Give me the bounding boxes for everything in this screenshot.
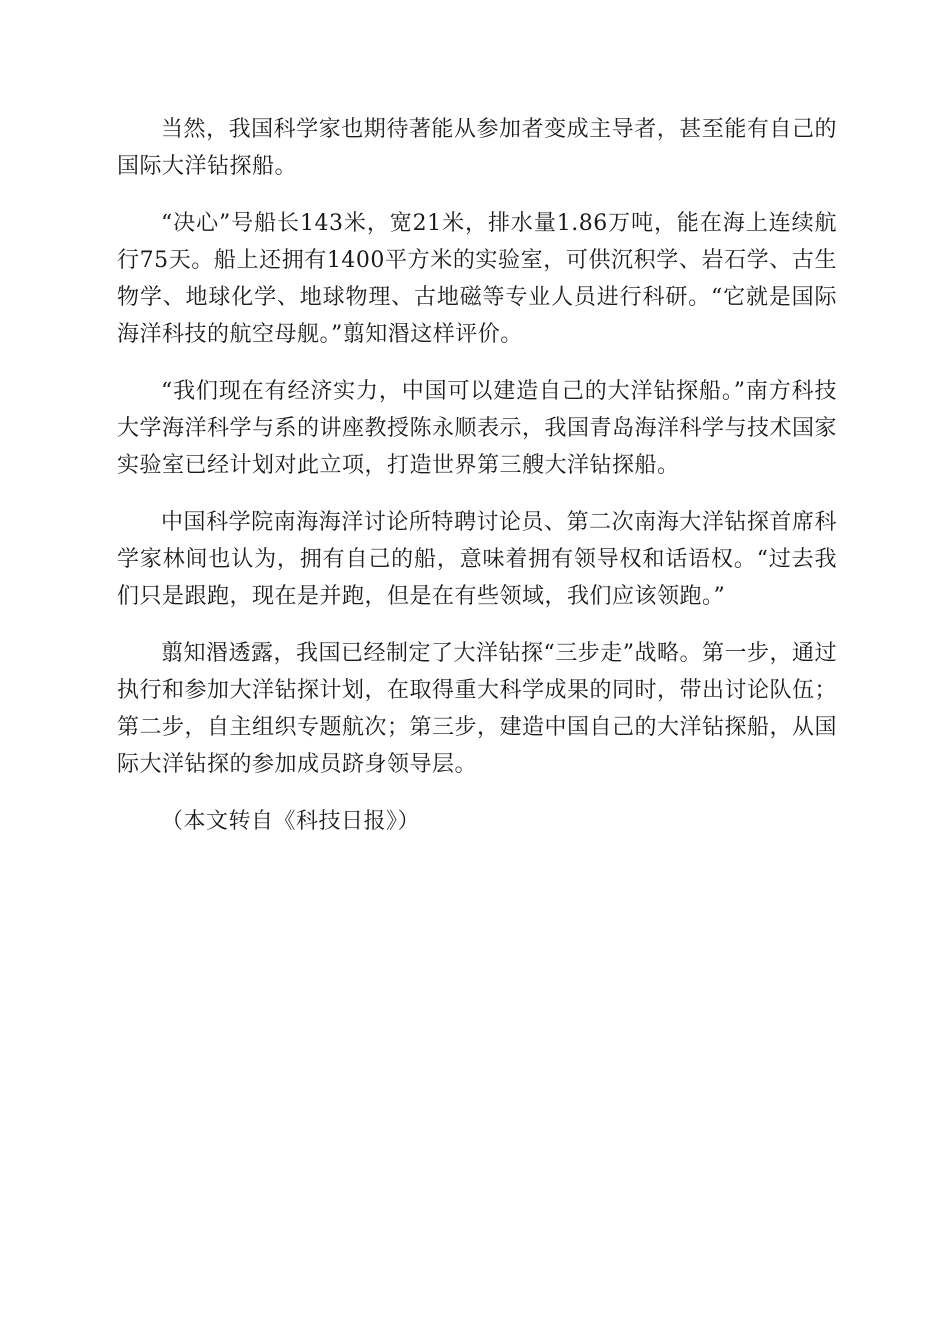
article-body <box>117 111 837 860</box>
source-note: （本文转自《科技日报》） <box>161 809 421 834</box>
paragraph-2: “决心”号船长143米，宽21米，排水量1.86万吨，能在海上连续航行75天。船上还拥有1400平方米的实验室，可供沉积学、岩石学、古生物学、地球化学、地球物理、古地磁等专业人员进行科研。“它就是国际海洋科技的航空母舰。”翦知湣这样评价。 <box>117 211 837 347</box>
paragraph-4: 中国科学院南海海洋讨论所特聘讨论员、第二次南海大洋钻探首席科学家林间也认为，拥有自己的船，意味着拥有领导权和话语权。“过去我们只是跟跑，现在是并跑，但是在有些领域，我们应该领跑。” <box>117 510 837 609</box>
paragraph-5: 翦知湣透露，我国已经制定了大洋钻探“三步走”战略。第一步，通过执行和参加大洋钻探计划，在取得重大科学成果的同时，带出讨论队伍；第二步，自主组织专题航次；第三步，建造中国自己的大洋钻探船，从国际大洋钻探的参加成员跻身领导层。 <box>117 641 838 777</box>
paragraph-1: 当然，我国科学家也期待著能从参加者变成主导者，甚至能有自己的国际大洋钻探船。 <box>117 117 837 179</box>
paragraph-3: “我们现在有经济实力，中国可以建造自己的大洋钻探船。”南方科技大学海洋科学与系的讲座教授陈永顺表示，我国青岛海洋科学与技术国家实验室已经计划对此立项，打造世界第三艘大洋钻探船。 <box>117 379 838 478</box>
